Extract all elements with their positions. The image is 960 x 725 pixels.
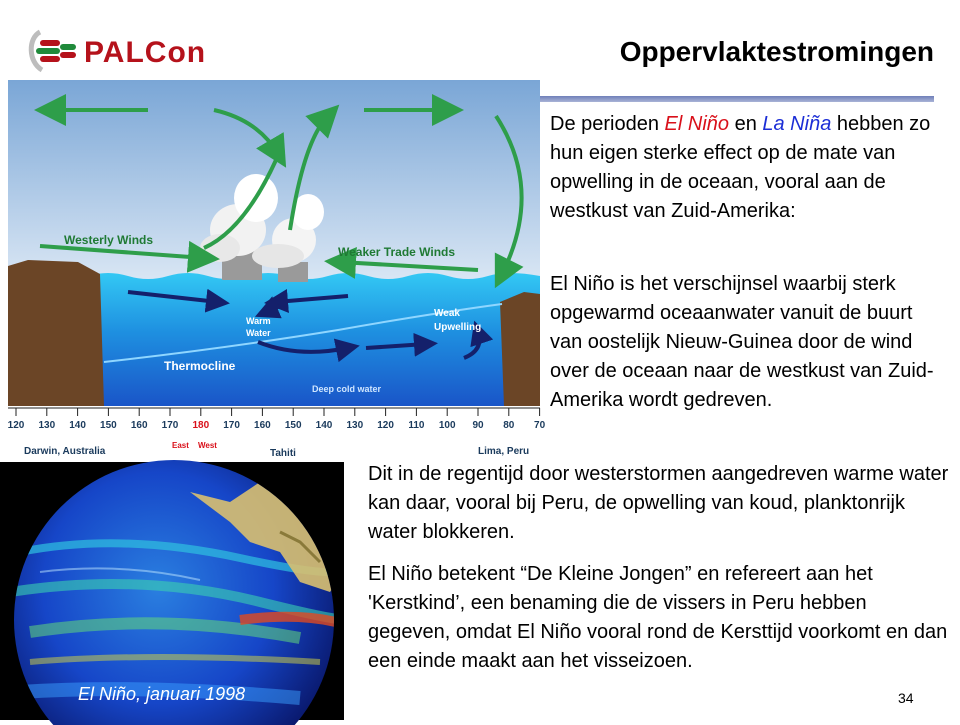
globe-satellite-image [0,462,344,720]
label-weaker-trade-winds: Weaker Trade Winds [338,245,456,259]
label-warm-2: Water [246,328,271,338]
p1-after: hebben zo hun eigen sterke effect op de mate van opwelling in de oceaan, vooral aan de westkust van Zuid-Amerika: [550,113,931,222]
longitude-label: 160 [254,420,271,431]
longitude-label: 130 [346,420,364,431]
term-el-nino: El Niño [664,113,730,135]
page-number: 34 [898,690,914,706]
p1-middle: en [729,113,763,135]
land-australia [8,260,104,406]
longitude-label: 80 [503,420,515,431]
longitude-label: 70 [534,420,546,431]
paragraph-intro [550,110,950,226]
label-deep-cold-water: Deep cold water [312,384,382,394]
page-title: Oppervlaktestromingen [619,36,934,67]
label-west: West [198,441,217,450]
term-la-nina: La Niña [762,113,832,135]
longitude-label: 140 [315,420,333,431]
longitude-label: 150 [284,420,302,431]
longitude-label: 130 [38,420,56,431]
longitude-label: 140 [69,420,86,431]
el-nino-diagram [7,80,546,459]
label-thermocline: Thermocline [164,359,236,373]
longitude-label: 110 [408,420,425,431]
palcon-logo [26,26,216,74]
label-warm-1: Warm [246,316,271,326]
land-peru [500,292,540,406]
longitude-label: 120 [377,420,394,431]
label-lima: Lima, Peru [478,446,530,457]
paragraph-definition: El Niño is het verschijnsel waarbij sterk opgewarmd oceaanwater vanuit de buurt van oostelijk Nieuw-Guinea door de wind over de oceaan naar de westkust van Zuid-Amerika wordt gedreven. [550,273,934,411]
longitude-label: 150 [100,420,117,431]
label-tahiti: Tahiti [270,448,296,459]
longitude-label: 180 [192,420,210,431]
globe-image [0,462,344,720]
p1-before: De perioden [550,113,665,135]
label-darwin: Darwin, Australia [24,446,106,457]
longitude-label: 90 [472,420,484,431]
longitude-label: 120 [7,420,25,431]
label-east: East [172,441,189,450]
longitude-label: 170 [161,420,179,431]
label-upwelling: Upwelling [434,322,482,333]
longitude-label: 160 [130,420,148,431]
longitude-label: 170 [223,420,240,431]
logo-text: PALCon [84,36,207,69]
globe-caption: El Niño, januari 1998 [78,684,246,704]
paragraph-etymology: El Niño betekent “De Kleine Jongen” en refereert aan het 'Kerstkind’, een benaming die de vissers in Peru hebben gegeven, omdat El Niño vooral rond de Kersttijd voorkomt en dan een einde maakt aan het visseizoen. [368,563,948,672]
label-weak: Weak [434,308,460,319]
title-underline [540,96,934,102]
label-westerly-winds: Westerly Winds [64,233,154,247]
logo-hands-icon [26,26,86,74]
longitude-label: 100 [438,420,456,431]
paragraph-upwelling: Dit in de regentijd door westerstormen aangedreven warme water kan daar, vooral bij Peru, de opwelling van koud, planktonrijk water blokkeren. [368,463,949,543]
